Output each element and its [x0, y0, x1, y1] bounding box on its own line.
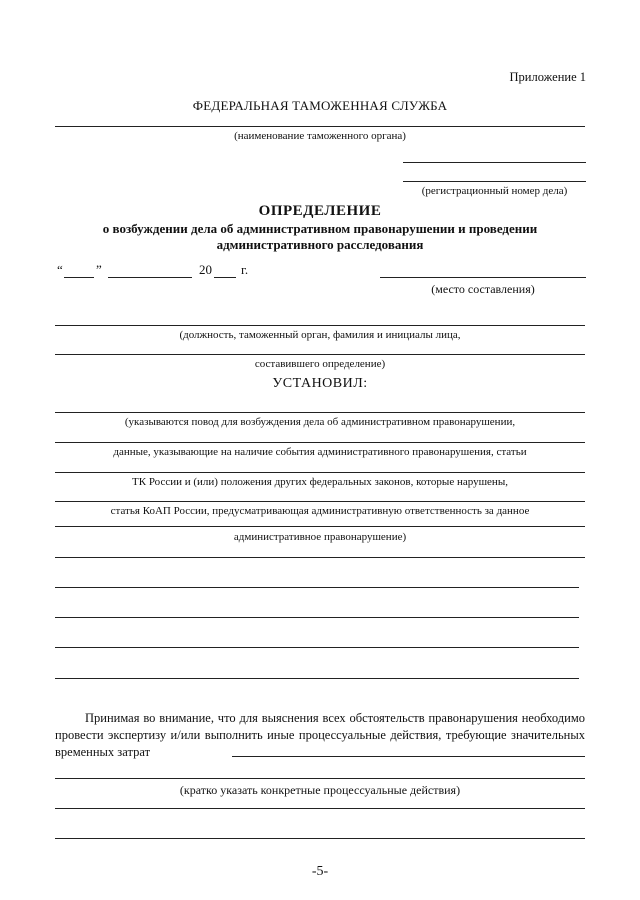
date-month-line — [108, 277, 192, 278]
actions-hint: (кратко указать конкретные процессуальные действия) — [179, 783, 461, 797]
actions-line-3 — [55, 838, 585, 839]
established-heading: УСТАНОВИЛ: — [272, 376, 368, 391]
document-title: ОПРЕДЕЛЕНИЕ — [258, 203, 382, 219]
blank-line-4 — [55, 647, 579, 648]
blank-line-1 — [55, 557, 585, 558]
established-line-1 — [55, 412, 585, 413]
established-hint-4: статья КоАП России, предусматривающая административную ответственность за данное — [110, 505, 530, 517]
considering-text: Принимая во внимание, что для выяснения всех обстоятельств правонарушения необходимо провести экспертизу и/или выполнить иные процессуальные действия, требующие значительных временных затрат — [55, 711, 585, 759]
document-subtitle: о возбуждении дела об административном правонарушении и проведении административного расследования — [102, 221, 538, 252]
official-line-1 — [55, 325, 585, 326]
official-hint-2: составившего определение) — [254, 358, 386, 370]
reg-number-line-2 — [403, 181, 586, 182]
established-hint-5: административное правонарушение) — [233, 531, 407, 543]
date-year-line — [214, 277, 236, 278]
blank-line-5 — [55, 678, 579, 679]
blank-line-3 — [55, 617, 579, 618]
place-hint: (место составления) — [431, 282, 535, 296]
actions-line-1 — [55, 778, 585, 779]
appendix-label: Приложение 1 — [509, 70, 586, 84]
date-quote-open: “ — [57, 262, 63, 277]
established-hint-2: данные, указывающие на наличие события административного правонарушения, статьи — [113, 446, 527, 458]
date-quote-close: ” — [96, 262, 102, 277]
agency-name-hint: (наименование таможенного органа) — [234, 130, 406, 142]
actions-line-2 — [55, 808, 585, 809]
place-line — [380, 277, 586, 278]
date-day-line — [64, 277, 94, 278]
agency-name-line — [55, 126, 585, 127]
page-number: -5- — [311, 864, 329, 879]
date-year-prefix: 20 — [199, 262, 212, 277]
considering-inline-line — [232, 756, 585, 757]
established-line-4 — [55, 501, 585, 502]
reg-number-line-1 — [403, 162, 586, 163]
established-line-3 — [55, 472, 585, 473]
established-hint-1: (указываются повод для возбуждения дела об административном правонарушении, — [124, 416, 516, 428]
reg-number-hint: (регистрационный номер дела) — [421, 185, 568, 197]
considering-paragraph — [55, 710, 585, 761]
official-line-2 — [55, 354, 585, 355]
established-line-2 — [55, 442, 585, 443]
official-hint-1: (должность, таможенный орган, фамилия и инициалы лица, — [179, 329, 461, 341]
established-hint-3: ТК России и (или) положения других федеральных законов, которые нарушены, — [132, 476, 508, 488]
agency-name: ФЕДЕРАЛЬНАЯ ТАМОЖЕННАЯ СЛУЖБА — [192, 98, 448, 113]
established-line-5 — [55, 526, 585, 527]
date-year-suffix: г. — [241, 262, 249, 277]
blank-line-2 — [55, 587, 579, 588]
